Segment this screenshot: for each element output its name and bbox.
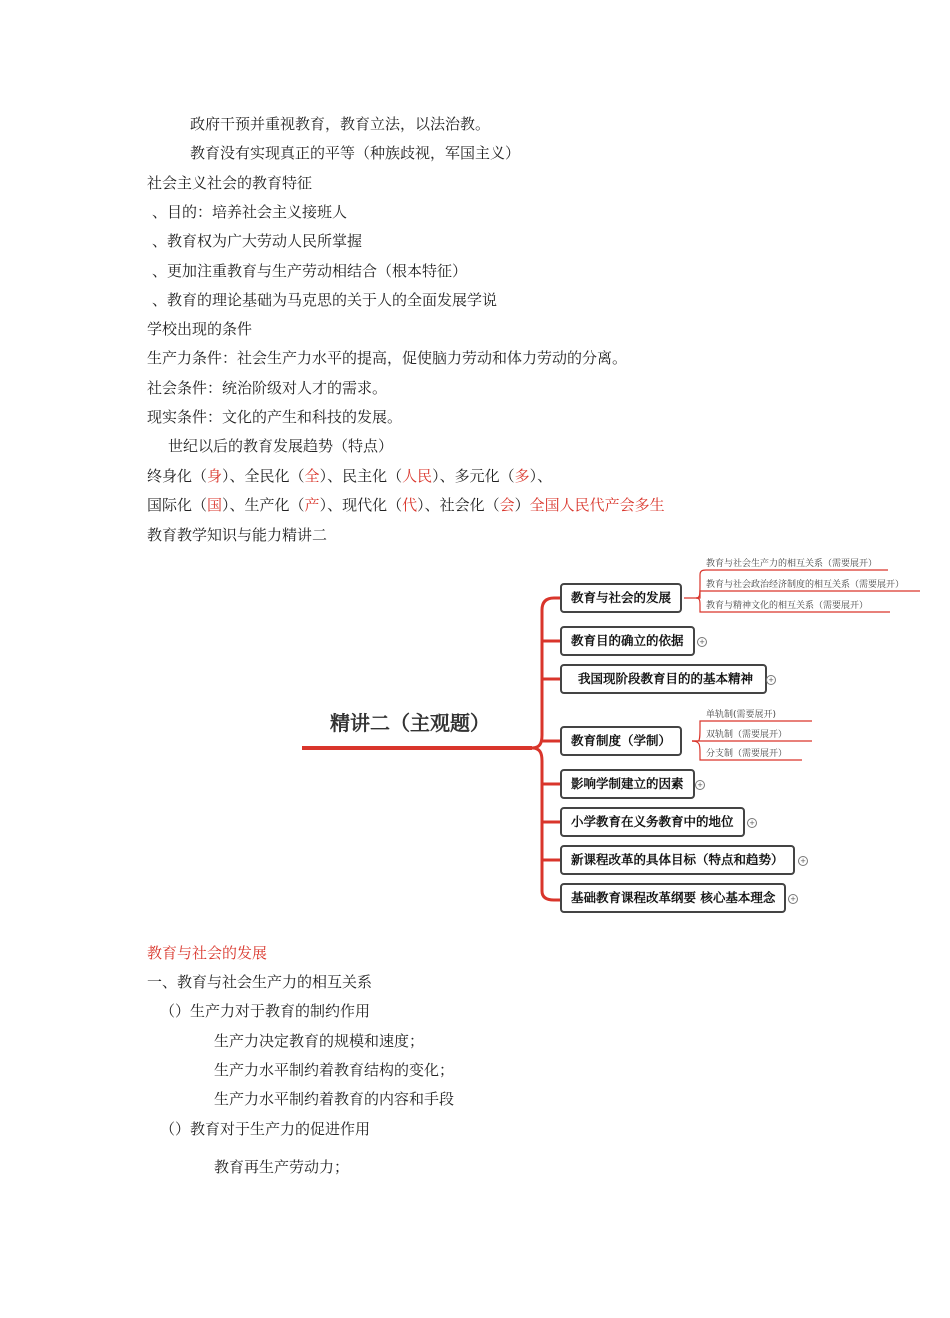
expand-icon[interactable]: + <box>798 856 808 866</box>
leaf-item: 单轨制(需要展开) <box>706 710 777 720</box>
trend-text: ）、社会化（ <box>417 496 500 514</box>
text-line: 政府干预并重视教育，教育立法，以法治教。 <box>190 115 491 133</box>
trend-text: ）、现代化（ <box>319 496 403 514</box>
text-line: 、更加注重教育与生产劳动相结合（根本特征） <box>152 262 468 280</box>
leaf-item: 教育与社会生产力的相互关系（需要展开） <box>706 559 878 569</box>
text-line: 一、教育与社会生产力的相互关系 <box>147 973 373 991</box>
leaf-item: 双轨制（需要展开） <box>706 730 788 740</box>
text-line: 社会条件：统治阶级对人才的需求。 <box>147 379 388 397</box>
trend-text: ）、民主化（ <box>319 467 403 485</box>
trend-keyword: 人民 <box>402 467 433 485</box>
leaf-connector <box>696 591 920 598</box>
trend-keyword: 国 <box>207 496 223 514</box>
trend-text: ） <box>514 496 530 514</box>
trend-text: 终身化（ <box>147 467 208 485</box>
node-system-factors: 影响学制建立的因素 <box>560 769 695 799</box>
text-line: （）生产力对于教育的制约作用 <box>160 1002 371 1020</box>
node-goal-spirit: 我国现阶段教育目的的基本精神 <box>560 664 767 694</box>
trend-keyword: 代 <box>402 496 418 514</box>
trend-keyword: 产 <box>304 496 320 514</box>
text-line: 、教育的理论基础为马克思的关于人的全面发展学说 <box>152 291 498 309</box>
text-line: 生产力决定教育的规模和速度； <box>214 1032 425 1050</box>
text-line: 生产力水平制约着教育的内容和手段 <box>214 1090 455 1108</box>
expand-icon[interactable]: + <box>695 780 705 790</box>
text-line: 生产力水平制约着教育结构的变化； <box>214 1061 455 1079</box>
mind-map-root: 精讲二（主观题） <box>330 711 490 735</box>
text-line: 教育没有实现真正的平等（种族歧视，军国主义） <box>190 144 521 162</box>
text-line: 教育再生产劳动力； <box>214 1158 350 1176</box>
text-line: （）教育对于生产力的促进作用 <box>160 1120 371 1138</box>
heading-education-society: 教育与社会的发展 <box>147 944 268 962</box>
node-goal-basis: 教育目的确立的依据 <box>560 626 695 656</box>
trend-text: ）、多元化（ <box>432 467 515 485</box>
heading-trends: 世纪以后的教育发展趋势（特点） <box>168 437 394 455</box>
trend-text: ）、 <box>529 467 553 485</box>
node-primary-status: 小学教育在义务教育中的地位 <box>560 807 745 837</box>
expand-icon[interactable]: + <box>788 894 798 904</box>
expand-icon[interactable]: + <box>766 675 776 685</box>
node-curriculum-goals: 新课程改革的具体目标（特点和趋势） <box>560 845 795 875</box>
leaf-item: 教育与精神文化的相互关系（需要展开） <box>706 601 869 611</box>
expand-icon[interactable]: + <box>697 637 707 647</box>
node-school-system: 教育制度（学制） <box>560 726 682 756</box>
trunk-top <box>532 598 560 748</box>
section-title: 教育教学知识与能力精讲二 <box>147 526 328 544</box>
trend-keyword: 多 <box>514 467 530 485</box>
trend-keyword: 全 <box>304 467 320 485</box>
expand-icon[interactable]: + <box>747 818 757 828</box>
mnemonic-red: 全国人民代产会多生 <box>529 496 665 514</box>
text-line: 、目的：培养社会主义接班人 <box>152 203 348 221</box>
text-line: 、教育权为广大劳动人民所掌握 <box>152 232 363 250</box>
heading-school-conditions: 学校出现的条件 <box>147 320 253 338</box>
text-line: 现实条件：文化的产生和科技的发展。 <box>147 408 403 426</box>
text-line: 生产力条件：社会生产力水平的提高，促使脑力劳动和体力劳动的分离。 <box>147 349 628 367</box>
node-curriculum-outline: 基础教育课程改革纲要 核心基本理念 <box>560 883 786 913</box>
mind-map <box>290 555 930 920</box>
leaf-item: 教育与社会政治经济制度的相互关系（需要展开） <box>706 580 905 590</box>
leaf-item: 分支制（需要展开） <box>706 749 788 759</box>
trend-keyword: 身 <box>207 467 223 485</box>
trend-text: ）、生产化（ <box>222 496 305 514</box>
trunk-bottom <box>532 748 560 900</box>
node-education-society: 教育与社会的发展 <box>560 583 682 613</box>
heading-socialist-education: 社会主义社会的教育特征 <box>147 174 313 192</box>
trend-text: ）、全民化（ <box>222 467 305 485</box>
trend-line-2 <box>147 495 665 515</box>
trend-line-1 <box>147 466 552 486</box>
trend-text: 国际化（ <box>147 496 208 514</box>
trend-keyword: 会 <box>499 496 515 514</box>
